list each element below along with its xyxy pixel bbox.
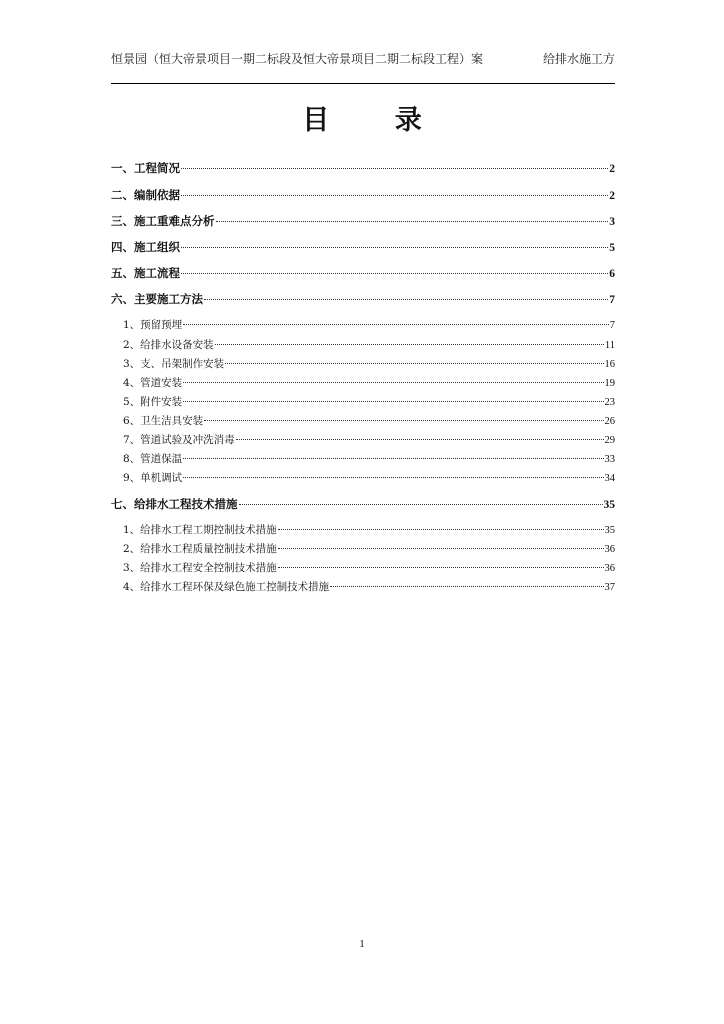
toc-entry-title: 8、管道保温 — [123, 453, 183, 465]
toc-entry-page: 36 — [604, 544, 615, 555]
toc-dot-leader — [181, 168, 608, 169]
toc-entry-title: 7、管道试验及冲洗消毒 — [123, 434, 235, 446]
toc-dot-leader — [181, 247, 608, 248]
toc-entry-title: 1、给排水工程工期控制技术措施 — [123, 524, 277, 536]
toc-entry[interactable] — [111, 413, 615, 429]
toc-entry-title: 5、附件安装 — [123, 396, 183, 408]
toc-entry[interactable] — [111, 265, 615, 281]
toc-entry-page: 37 — [604, 582, 615, 593]
toc-dot-leader — [204, 420, 603, 421]
header-document-type: 给排水施工方 — [542, 52, 615, 66]
toc-entry-title: 四、施工组织 — [111, 240, 180, 254]
toc-entry[interactable] — [111, 239, 615, 255]
header-project-title: 恒景园（恒大帝景项目一期二标段及恒大帝景项目二期二标段工程）案 — [111, 52, 484, 66]
toc-entry-page: 34 — [604, 473, 615, 484]
toc-entry[interactable] — [111, 579, 615, 595]
toc-entry-page: 6 — [609, 268, 615, 280]
toc-dot-leader — [183, 458, 603, 459]
toc-entry-title: 3、给排水工程安全控制技术措施 — [123, 562, 277, 574]
header-divider — [111, 83, 615, 84]
toc-entry-page: 35 — [603, 499, 615, 511]
toc-dot-leader — [183, 324, 609, 325]
toc-entry-page: 23 — [604, 397, 615, 408]
toc-entry[interactable] — [111, 496, 615, 512]
toc-entry[interactable] — [111, 187, 615, 203]
toc-entry-title: 2、给排水设备安装 — [123, 339, 214, 351]
toc-entry-title: 二、编制依据 — [111, 188, 180, 202]
toc-dot-leader — [215, 344, 604, 345]
toc-entry-page: 11 — [604, 340, 615, 351]
toc-dot-leader — [225, 363, 603, 364]
toc-entry-title: 三、施工重难点分析 — [111, 214, 215, 228]
toc-entry-title: 4、给排水工程环保及绿色施工控制技术措施 — [123, 581, 330, 593]
toc-dot-leader — [278, 548, 604, 549]
toc-dot-leader — [278, 529, 604, 530]
toc-dot-leader — [278, 567, 604, 568]
toc-entry-page: 2 — [609, 190, 615, 202]
toc-dot-leader — [204, 299, 608, 300]
page-title: 目 录 — [302, 105, 450, 136]
toc-dot-leader — [183, 477, 603, 478]
page-number: 1 — [359, 938, 365, 950]
toc-entry-title: 五、施工流程 — [111, 266, 180, 280]
toc-entry-title: 一、工程简况 — [111, 161, 180, 175]
toc-entry-page: 5 — [609, 242, 615, 254]
toc-dot-leader — [216, 221, 609, 222]
toc-dot-leader — [183, 401, 603, 402]
toc-entry-title: 4、管道安装 — [123, 377, 183, 389]
toc-entry-page: 16 — [604, 359, 615, 370]
toc-entry-page: 19 — [604, 378, 615, 389]
toc-dot-leader — [239, 504, 603, 505]
toc-entry-title: 六、主要施工方法 — [111, 292, 203, 306]
toc-entry-page: 29 — [604, 435, 615, 446]
toc-entry-page: 26 — [604, 416, 615, 427]
toc-entry[interactable] — [111, 451, 615, 467]
toc-entry-page: 35 — [604, 525, 615, 536]
toc-entry[interactable] — [111, 375, 615, 391]
toc-entry[interactable] — [111, 160, 615, 176]
toc-entry-page: 2 — [609, 163, 615, 175]
toc-entry-page: 33 — [604, 454, 615, 465]
toc-entry[interactable] — [111, 317, 615, 333]
toc-dot-leader — [330, 586, 603, 587]
toc-entry[interactable] — [111, 356, 615, 372]
toc-entry-page: 36 — [604, 563, 615, 574]
toc-entry-title: 1、预留预埋 — [123, 319, 183, 331]
toc-dot-leader — [183, 382, 603, 383]
toc-dot-leader — [236, 439, 604, 440]
toc-entry-page: 7 — [609, 294, 615, 306]
toc-entry[interactable] — [111, 394, 615, 410]
toc-entry-title: 2、给排水工程质量控制技术措施 — [123, 543, 277, 555]
toc-entry-title: 七、给排水工程技术措施 — [111, 497, 238, 511]
toc-entry[interactable] — [111, 291, 615, 307]
toc-entry[interactable] — [111, 337, 615, 353]
toc-entry-page: 3 — [609, 216, 615, 228]
toc-entry-page: 7 — [609, 320, 615, 331]
toc-entry[interactable] — [111, 522, 615, 538]
toc-entry[interactable] — [111, 470, 615, 486]
toc-entry-title: 9、单机调试 — [123, 472, 183, 484]
toc-entry[interactable] — [111, 432, 615, 448]
toc-entry-title: 3、支、吊架制作安装 — [123, 358, 225, 370]
toc-entry[interactable] — [111, 213, 615, 229]
page-header — [111, 52, 615, 67]
toc-entry[interactable] — [111, 541, 615, 557]
toc-dot-leader — [181, 195, 608, 196]
toc-dot-leader — [181, 273, 608, 274]
toc-entry[interactable] — [111, 560, 615, 576]
toc-entry-title: 6、卫生洁具安装 — [123, 415, 204, 427]
